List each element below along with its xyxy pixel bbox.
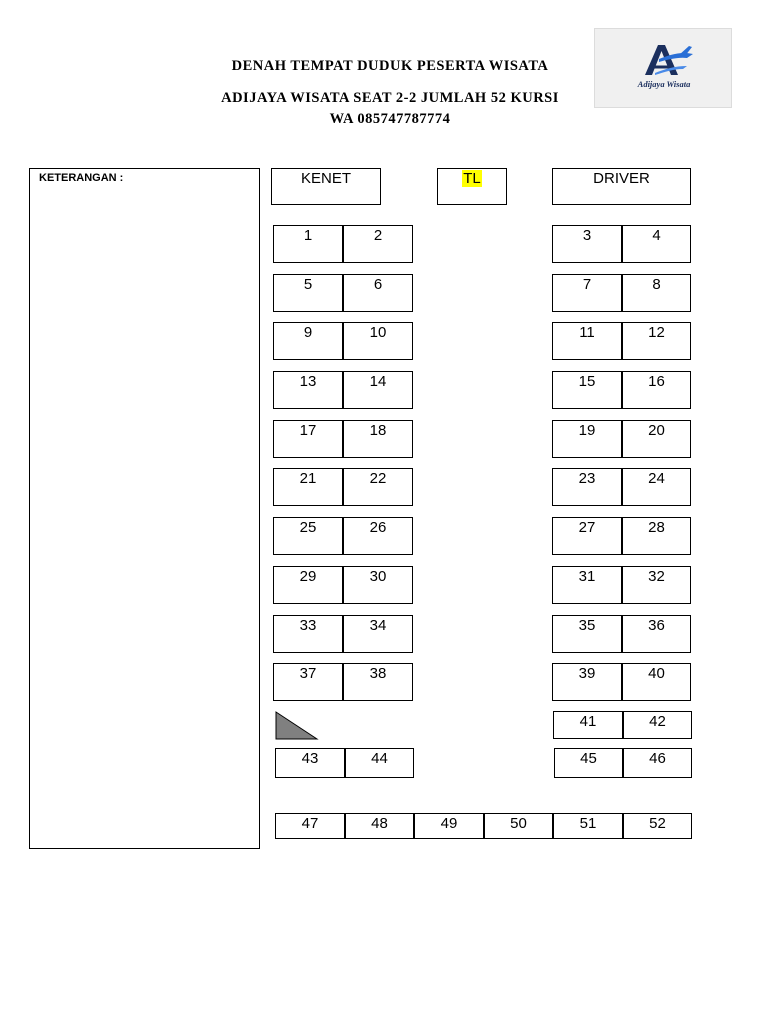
seat-7: 7 [552, 274, 622, 312]
seat-22: 22 [343, 468, 413, 506]
seat-21: 21 [273, 468, 343, 506]
seat-16: 16 [622, 371, 691, 409]
seat-17: 17 [273, 420, 343, 458]
driver-box [552, 168, 691, 205]
seat-23: 23 [552, 468, 622, 506]
seat-4: 4 [622, 225, 691, 263]
seat-32: 32 [622, 566, 691, 604]
seat-1: 1 [273, 225, 343, 263]
seat-15: 15 [552, 371, 622, 409]
seat-24: 24 [622, 468, 691, 506]
seat-19: 19 [552, 420, 622, 458]
driver-label: DRIVER [593, 170, 650, 187]
seat-25: 25 [273, 517, 343, 555]
seat-44: 44 [345, 748, 414, 778]
seat-37: 37 [273, 663, 343, 701]
kenet-label: KENET [300, 170, 351, 187]
seat-39: 39 [552, 663, 622, 701]
seat-14: 14 [343, 371, 413, 409]
seat-33: 33 [273, 615, 343, 653]
seat-11: 11 [552, 322, 622, 360]
logo-text: Adijaya Wisata [637, 79, 691, 89]
company-logo [594, 28, 732, 108]
seat-9: 9 [273, 322, 343, 360]
seat-27: 27 [552, 517, 622, 555]
seat-36: 36 [622, 615, 691, 653]
tour-leader-box [437, 168, 507, 205]
seat-2: 2 [343, 225, 413, 263]
seat-8: 8 [622, 274, 691, 312]
seat-5: 5 [273, 274, 343, 312]
notes-label: KETERANGAN : [39, 172, 124, 184]
seat-31: 31 [552, 566, 622, 604]
seat-52: 52 [623, 813, 692, 839]
title-line-1: DENAH TEMPAT DUDUK PESERTA WISATA [231, 58, 549, 74]
door-triangle-icon [275, 711, 319, 740]
seat-35: 35 [552, 615, 622, 653]
seat-51: 51 [553, 813, 623, 839]
seat-26: 26 [343, 517, 413, 555]
seat-6: 6 [343, 274, 413, 312]
seat-43: 43 [275, 748, 345, 778]
plane-letter-a-logo-icon [595, 29, 733, 109]
seat-49: 49 [414, 813, 484, 839]
seat-38: 38 [343, 663, 413, 701]
seat-29: 29 [273, 566, 343, 604]
seat-40: 40 [622, 663, 691, 701]
seat-28: 28 [622, 517, 691, 555]
tour-leader-label: TL [463, 170, 481, 187]
notes-panel [29, 168, 260, 849]
seat-42: 42 [623, 711, 692, 739]
seat-50: 50 [484, 813, 553, 839]
seat-47: 47 [275, 813, 345, 839]
seat-3: 3 [552, 225, 622, 263]
seat-20: 20 [622, 420, 691, 458]
seat-46: 46 [623, 748, 692, 778]
seat-10: 10 [343, 322, 413, 360]
title-line-3: WA 085747787774 [329, 111, 451, 127]
seat-12: 12 [622, 322, 691, 360]
kenet-box [271, 168, 381, 205]
seat-41: 41 [553, 711, 623, 739]
seat-18: 18 [343, 420, 413, 458]
seat-34: 34 [343, 615, 413, 653]
seat-45: 45 [554, 748, 623, 778]
seat-30: 30 [343, 566, 413, 604]
seat-13: 13 [273, 371, 343, 409]
title-line-2: ADIJAYA WISATA SEAT 2-2 JUMLAH 52 KURSI [221, 90, 559, 106]
seat-48: 48 [345, 813, 414, 839]
